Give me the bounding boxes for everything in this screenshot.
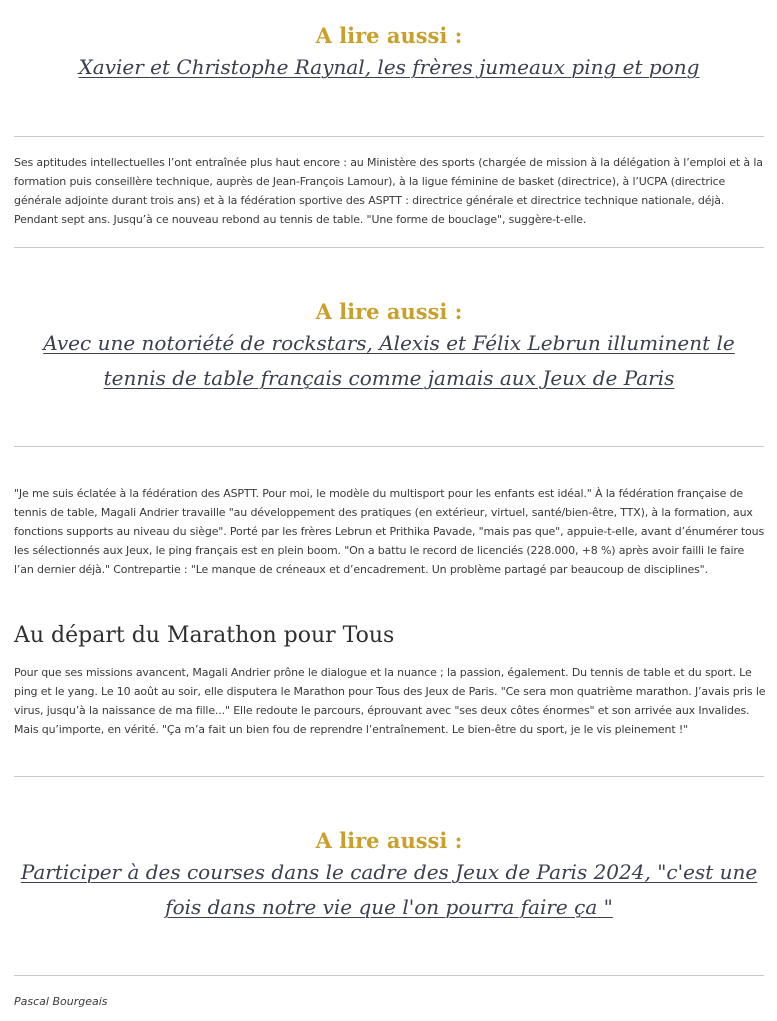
related-label: A lire aussi : xyxy=(315,299,463,324)
related-link-lebrun[interactable]: Avec une notoriété de rockstars, Alexis et Félix Lebrun illuminent le tennis de table français comme jamais aux Jeux de Paris xyxy=(43,331,735,390)
divider xyxy=(14,446,764,447)
paragraph-career: Ses aptitudes intellectuelles l’ont entraînée plus haut encore : au Ministère des sports (chargée de mission à la délégation à l’emploi et à la formation puis conseillère technique, auprès de Jean-François Lamour), à la ligue féminine de basket (directrice), à l’UCPA (directrice générale adjointe durant trois ans) et à la fédération sportive des ASPTT : directrice générale et directrice technique nationale, déjà. Pendant sept ans. Jusqu’à ce nouveau rebond au tennis de table. "Une forme de bouclage", suggère-t-elle. xyxy=(14,156,763,226)
related-link-raynal[interactable]: Xavier et Christophe Raynal, les frères jumeaux ping et pong xyxy=(78,55,700,79)
paragraph-marathon: Pour que ses missions avancent, Magali Andrier prône le dialogue et la nuance ; la passion, également. Du tennis de table et du sport. Le ping et le yang. Le 10 août au soir, elle disputera le Marathon pour Tous des Jeux de Paris. "Ce sera mon quatrième marathon. J’avais pris le virus, jusqu’à la naissance de ma fille..." Elle redoute le parcours, éprouvant avec "ses deux côtes énormes" et son arrivée aux Invalides. Mais qu’importe, en vérité. "Ça m’a fait un bien fou de reprendre l’entraînement. Le bien-être du sport, je le vis pleinement !" xyxy=(14,666,766,736)
paragraph-federation: "Je me suis éclatée à la fédération des ASPTT. Pour moi, le modèle du multisport pour les enfants est idéal." À la fédération française de tennis de table, Magali Andrier travaille "au développement des pratiques (en extérieur, virtuel, santé/bien-être, TTX), à la formation, aux fonctions supports au niveau du siège". Porté par les frères Lebrun et Prithika Pavade, "mais pas que", appuie-t-elle, avant d’énumérer tous les sélectionnés aux Jeux, le ping français est en plein boom. "On a battu le record de licenciés (228.000, +8 %) après avoir failli le faire l’an dernier déjà." Contrepartie : "Le manque de créneaux et d’encadrement. Un problème partagé par beaucoup de disciplines". xyxy=(14,487,765,576)
section-title: Au départ du Marathon pour Tous xyxy=(14,623,395,648)
author-byline: Pascal Bourgeais xyxy=(14,995,108,1008)
related-label: A lire aussi : xyxy=(315,23,463,48)
divider xyxy=(14,136,764,137)
divider xyxy=(14,247,764,248)
related-article-1 xyxy=(14,22,764,85)
related-article-2 xyxy=(14,298,764,396)
related-link-courses[interactable]: Participer à des courses dans le cadre des Jeux de Paris 2024, "c'est une fois dans notre vie que l'on pourra faire ça " xyxy=(20,860,758,919)
related-article-3 xyxy=(14,827,764,925)
related-label: A lire aussi : xyxy=(315,828,463,853)
divider xyxy=(14,975,764,976)
divider xyxy=(14,776,764,777)
